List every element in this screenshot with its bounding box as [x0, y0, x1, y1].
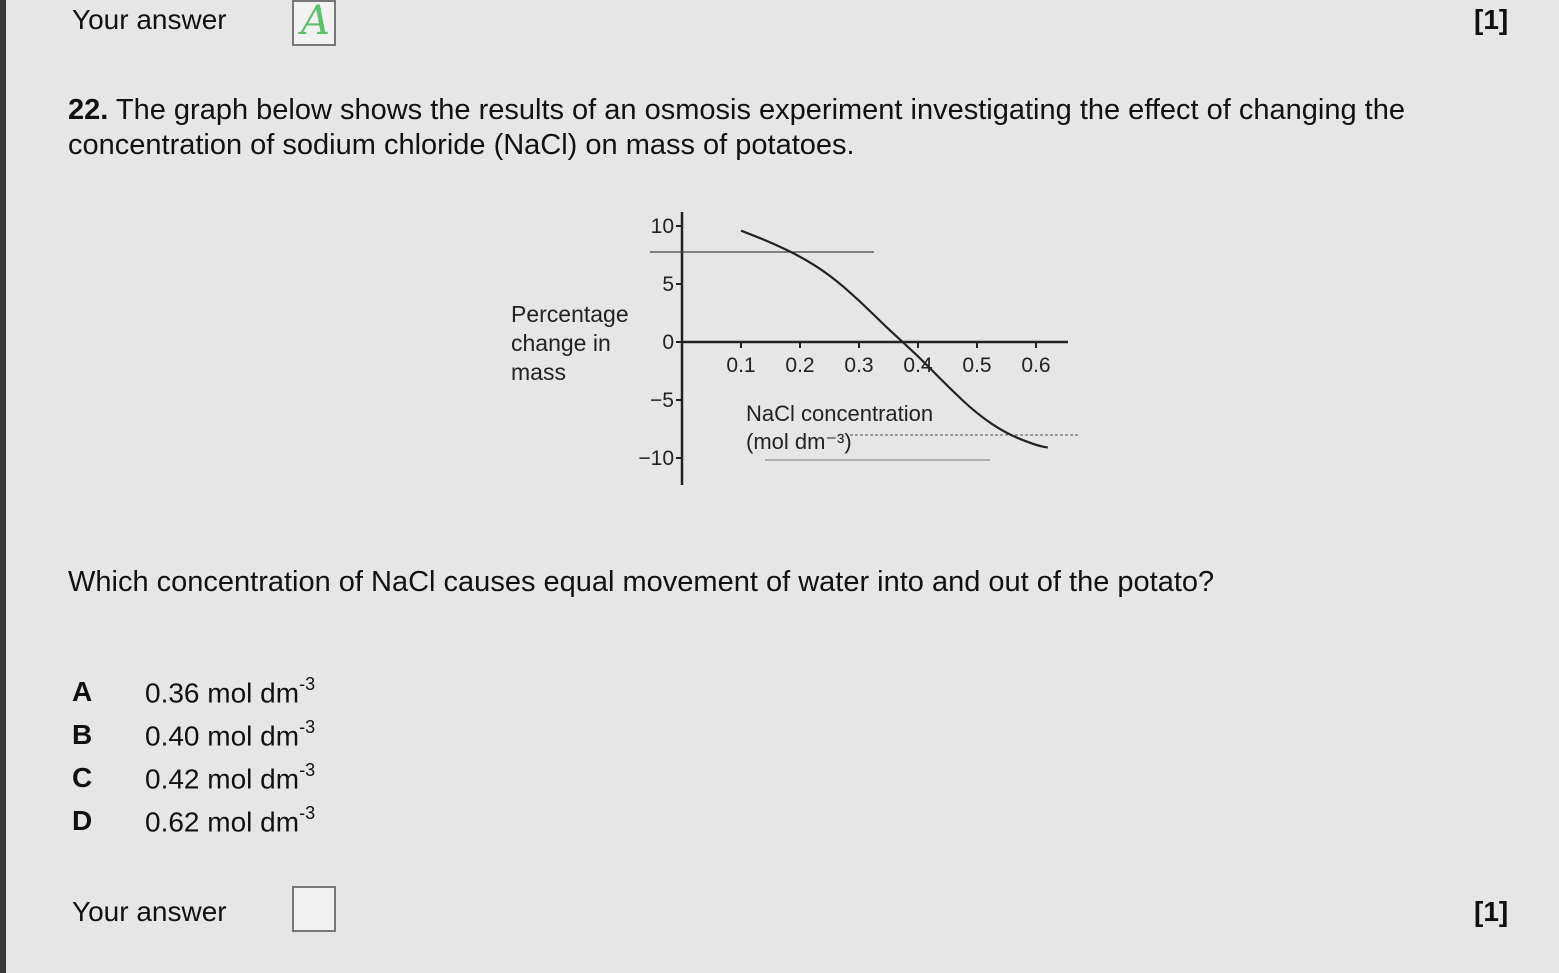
x-axis-label-line2: (mol dm⁻³)	[746, 429, 852, 454]
question-text	[68, 93, 1518, 163]
y-axis-label-line2: change in	[511, 330, 611, 356]
question-prompt: Which concentration of NaCl causes equal movement of water into and out of the potato?	[68, 566, 1215, 598]
y-tick-label: 10	[650, 215, 674, 238]
option-unit-exponent: -3	[299, 760, 316, 780]
osmosis-graph	[500, 200, 1100, 500]
y-axis-label-line1: Percentage	[511, 301, 629, 327]
x-tick-label: 0.5	[962, 354, 992, 377]
left-window-edge	[0, 0, 6, 973]
question-number: 22.	[68, 94, 109, 126]
option-text: 0.62 mol $dm^{-3}$	[145, 803, 316, 838]
y-tick-label: 0	[662, 331, 674, 354]
y-ticks	[638, 215, 682, 470]
answer-input-box[interactable]	[292, 886, 336, 932]
previous-answer-box[interactable]	[292, 0, 336, 46]
x-tick-label: 0.4	[903, 354, 933, 377]
option-unit-exponent: -3	[299, 717, 316, 737]
x-tick-label: 0.3	[844, 354, 874, 377]
y-tick-label: 5	[662, 273, 674, 296]
option-unit-exponent: -3	[299, 803, 316, 823]
option-text: 0.40 mol $dm^{-3}$	[145, 717, 316, 752]
previous-answer-handwritten: A	[301, 0, 330, 44]
x-axis-label-line1: NaCl concentration	[746, 401, 934, 426]
option-letter: B	[72, 719, 93, 750]
option-letter: A	[72, 676, 93, 707]
x-tick-label: 0.6	[1021, 354, 1051, 377]
x-ticks	[726, 342, 1050, 377]
option-text: 0.42 mol $dm^{-3}$	[145, 760, 316, 795]
previous-answer-label: Your answer	[72, 4, 227, 35]
option-unit-exponent: -3	[299, 674, 316, 694]
option-letter: C	[72, 762, 93, 793]
marks: [1]	[1474, 896, 1509, 927]
x-tick-label: 0.2	[785, 354, 815, 377]
previous-marks: [1]	[1474, 4, 1509, 35]
y-tick-label: −10	[638, 447, 674, 470]
option-letter: D	[72, 805, 93, 836]
y-tick-label: −5	[650, 389, 674, 412]
x-tick-label: 0.1	[726, 354, 756, 377]
answer-label: Your answer	[72, 896, 227, 927]
question-body: The graph below shows the results of an osmosis experiment investigating the effect of changing the concentration of sodium chloride (NaCl) on mass of potatoes.	[68, 94, 1405, 161]
y-axis-label-line3: mass	[511, 359, 566, 385]
option-text: 0.36 mol $dm^{-3}$	[145, 674, 316, 709]
